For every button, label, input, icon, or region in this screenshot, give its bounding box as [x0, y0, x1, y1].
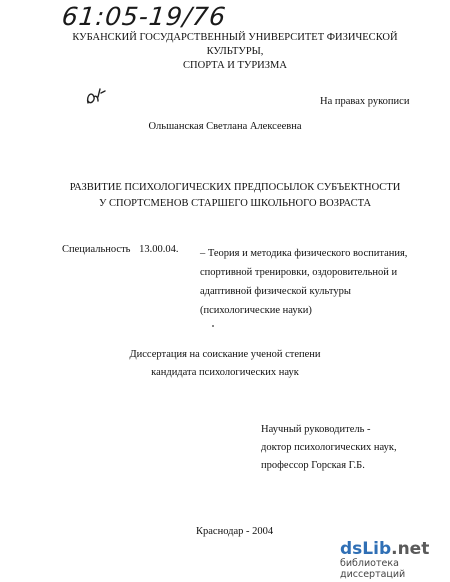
logo-part-1: dsLib	[340, 539, 392, 559]
specialty-line-2: спортивной тренировки, оздоровительной и	[200, 267, 398, 278]
manuscript-rights-note: На правах рукописи	[320, 96, 410, 107]
specialty-line-4: (психологические науки)	[200, 305, 312, 316]
supervisor-line-2: доктор психологических наук,	[261, 442, 397, 453]
specialty-label-row	[62, 244, 178, 255]
watermark-subtitle: библиотека диссертаций	[340, 558, 406, 580]
author-name: Ольшанская Светлана Алексеевна	[148, 121, 302, 132]
logo-part-2: .net	[391, 539, 430, 559]
title-line-2: У СПОРТСМЕНОВ СТАРШЕГО ШКОЛЬНОГО ВОЗРАСТА	[98, 198, 372, 209]
institution-line-1: КУБАНСКИЙ ГОСУДАРСТВЕННЫЙ УНИВЕРСИТЕТ ФИЗИЧЕСКОЙ КУЛЬТУРЫ,	[72, 32, 398, 57]
specialty-code: 13.00.04.	[139, 244, 179, 255]
watermark-logo	[340, 540, 450, 558]
institution-line-2: СПОРТА И ТУРИЗМА	[183, 60, 287, 71]
thesis-line-2: кандидата психологических наук	[151, 367, 299, 378]
thesis-statement	[0, 346, 450, 382]
institution-name	[60, 31, 410, 73]
specialty-line-1: – Теория и методика физического воспитания,	[200, 248, 408, 259]
archive-stamp: 61:05-19/76	[60, 2, 228, 31]
specialty-label: Специальность	[62, 244, 131, 255]
title-line-1: РАЗВИТИЕ ПСИХОЛОГИЧЕСКИХ ПРЕДПОСЫЛОК СУБЪЕКТНОСТИ	[69, 182, 401, 193]
dissertation-title	[60, 180, 410, 212]
city-year: Краснодар - 2004	[196, 526, 274, 537]
handwritten-mark-icon	[84, 85, 114, 109]
thesis-line-1: Диссертация на соискание ученой степени	[129, 349, 321, 360]
watermark[interactable]	[340, 540, 450, 580]
supervisor-line-1: Научный руководитель -	[261, 424, 371, 435]
supervisor-line-3: профессор Горская Г.Б.	[261, 460, 365, 471]
supervisor-block	[261, 421, 397, 475]
specialty-description	[200, 244, 420, 320]
specialty-line-3: адаптивной физической культуры	[200, 286, 351, 297]
scan-speck	[212, 325, 214, 327]
